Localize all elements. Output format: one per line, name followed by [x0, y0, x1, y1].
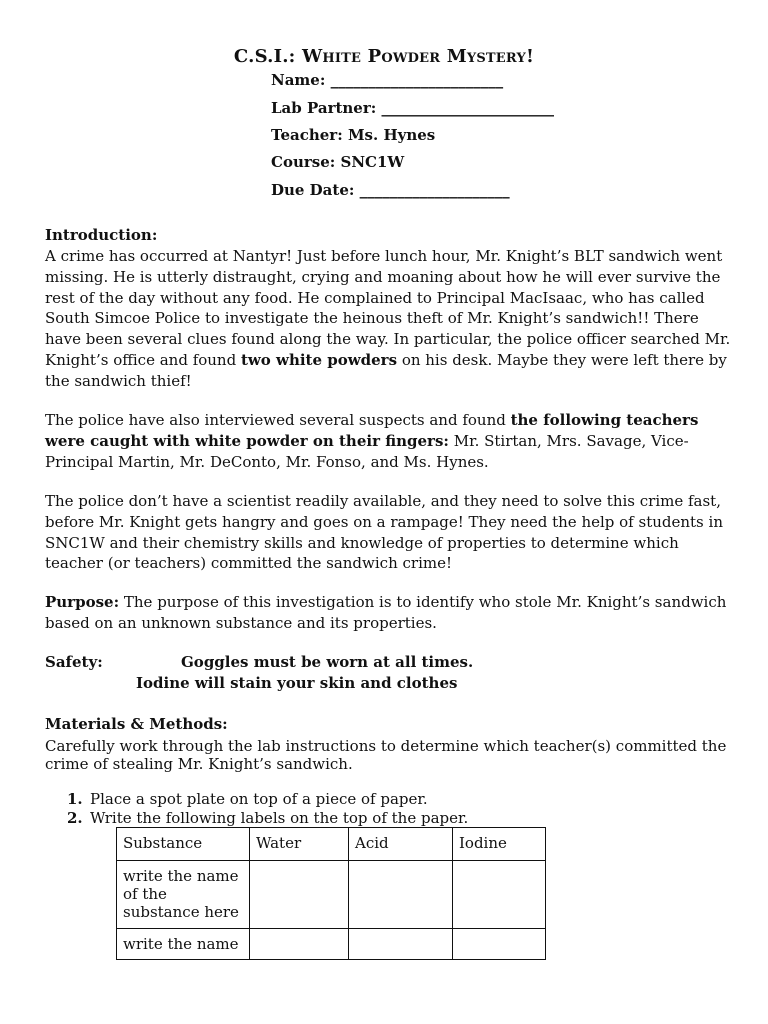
table-cell: [349, 861, 453, 929]
step-text: Write the following labels on the top of the paper.: [90, 809, 469, 827]
intro-p2-text-a: The police have also interviewed several suspects and found: [45, 411, 511, 429]
step-number: 1.: [67, 790, 83, 808]
intro-p1-bold: two white powders: [240, 350, 398, 369]
introduction-paragraph-2: [45, 410, 735, 472]
table-cell: [453, 929, 546, 960]
purpose-paragraph: [45, 592, 735, 634]
intro-p2-bold: the following teachers were caught with white powder on their fingers:: [45, 411, 699, 450]
table-cell: [349, 929, 453, 960]
intro-p2-text-b: Mr. Stirtan, Mrs. Savage, Vice-Principal Martin, Mr. DeConto, Mr. Fonso, and Ms. Hynes.: [45, 431, 689, 471]
substance-table: [116, 827, 546, 960]
teacher-field: Teacher: Ms. Hynes: [271, 126, 436, 144]
header-water: Water: [250, 828, 349, 861]
course-field: Course: SNC1W: [271, 153, 405, 171]
due-date-field: Due Date: ____________________: [271, 181, 510, 199]
table-header-row: [117, 828, 546, 861]
intro-p1-text-a: A crime has occurred at Nantyr! Just before lunch hour, Mr. Knight’s BLT sandwich went missing. He is utterly distraught, crying and moaning about how he will ever survive the rest of the day without any food. He complained to Principal MacIsaac, who has called South Simcoe Police to investigate the heinous theft of Mr. Knight’s sandwich!! There have been several clues found along the way. In particular, the police officer searched Mr. Knight’s office and found: [45, 247, 731, 369]
header-iodine: Iodine: [453, 828, 546, 861]
name-field: Name: _______________________: [271, 71, 504, 89]
materials-methods-heading: Materials & Methods:: [45, 715, 228, 733]
table-cell: write the name of the substance here: [117, 861, 250, 929]
purpose-text: The purpose of this investigation is to identify who stole Mr. Knight’s sandwich based on an unknown substance and its properties.: [45, 593, 727, 632]
table-cell: [453, 861, 546, 929]
safety-goggles: Goggles must be worn at all times.: [181, 653, 474, 671]
materials-methods-text: Carefully work through the lab instructions to determine which teacher(s) committed the crime of stealing Mr. Knight’s sandwich.: [45, 737, 727, 773]
intro-p1-text-b: on his desk. Maybe they were left there by the sandwich thief!: [45, 350, 727, 390]
safety-label: Safety:: [45, 653, 103, 671]
header-acid: Acid: [349, 828, 453, 861]
lab-partner-field: Lab Partner: _______________________: [271, 99, 555, 117]
table-row: [117, 861, 546, 929]
step-item: [67, 809, 468, 827]
document-title: C.S.I.: White Powder Mystery!: [233, 46, 535, 67]
safety-iodine: Iodine will stain your skin and clothes: [136, 674, 458, 692]
introduction-paragraph-1: [45, 246, 735, 392]
introduction-heading: Introduction:: [45, 226, 158, 244]
header-substance: Substance: [117, 828, 250, 861]
table-row: [117, 929, 546, 960]
introduction-paragraph-3: The police don’t have a scientist readily available, and they need to solve this crime fast, before Mr. Knight gets hangry and goes on a rampage! They need the help of students in SNC1W and their chemistry skills and knowledge of properties to determine which teacher (or teachers) committed the sandwich crime!: [45, 492, 723, 573]
purpose-label: Purpose:: [45, 593, 120, 611]
step-text: Place a spot plate on top of a piece of paper.: [90, 790, 428, 808]
table-cell: [250, 929, 349, 960]
step-number: 2.: [67, 809, 83, 827]
step-item: [67, 790, 428, 808]
table-cell: write the name: [117, 929, 250, 960]
table-cell: [250, 861, 349, 929]
